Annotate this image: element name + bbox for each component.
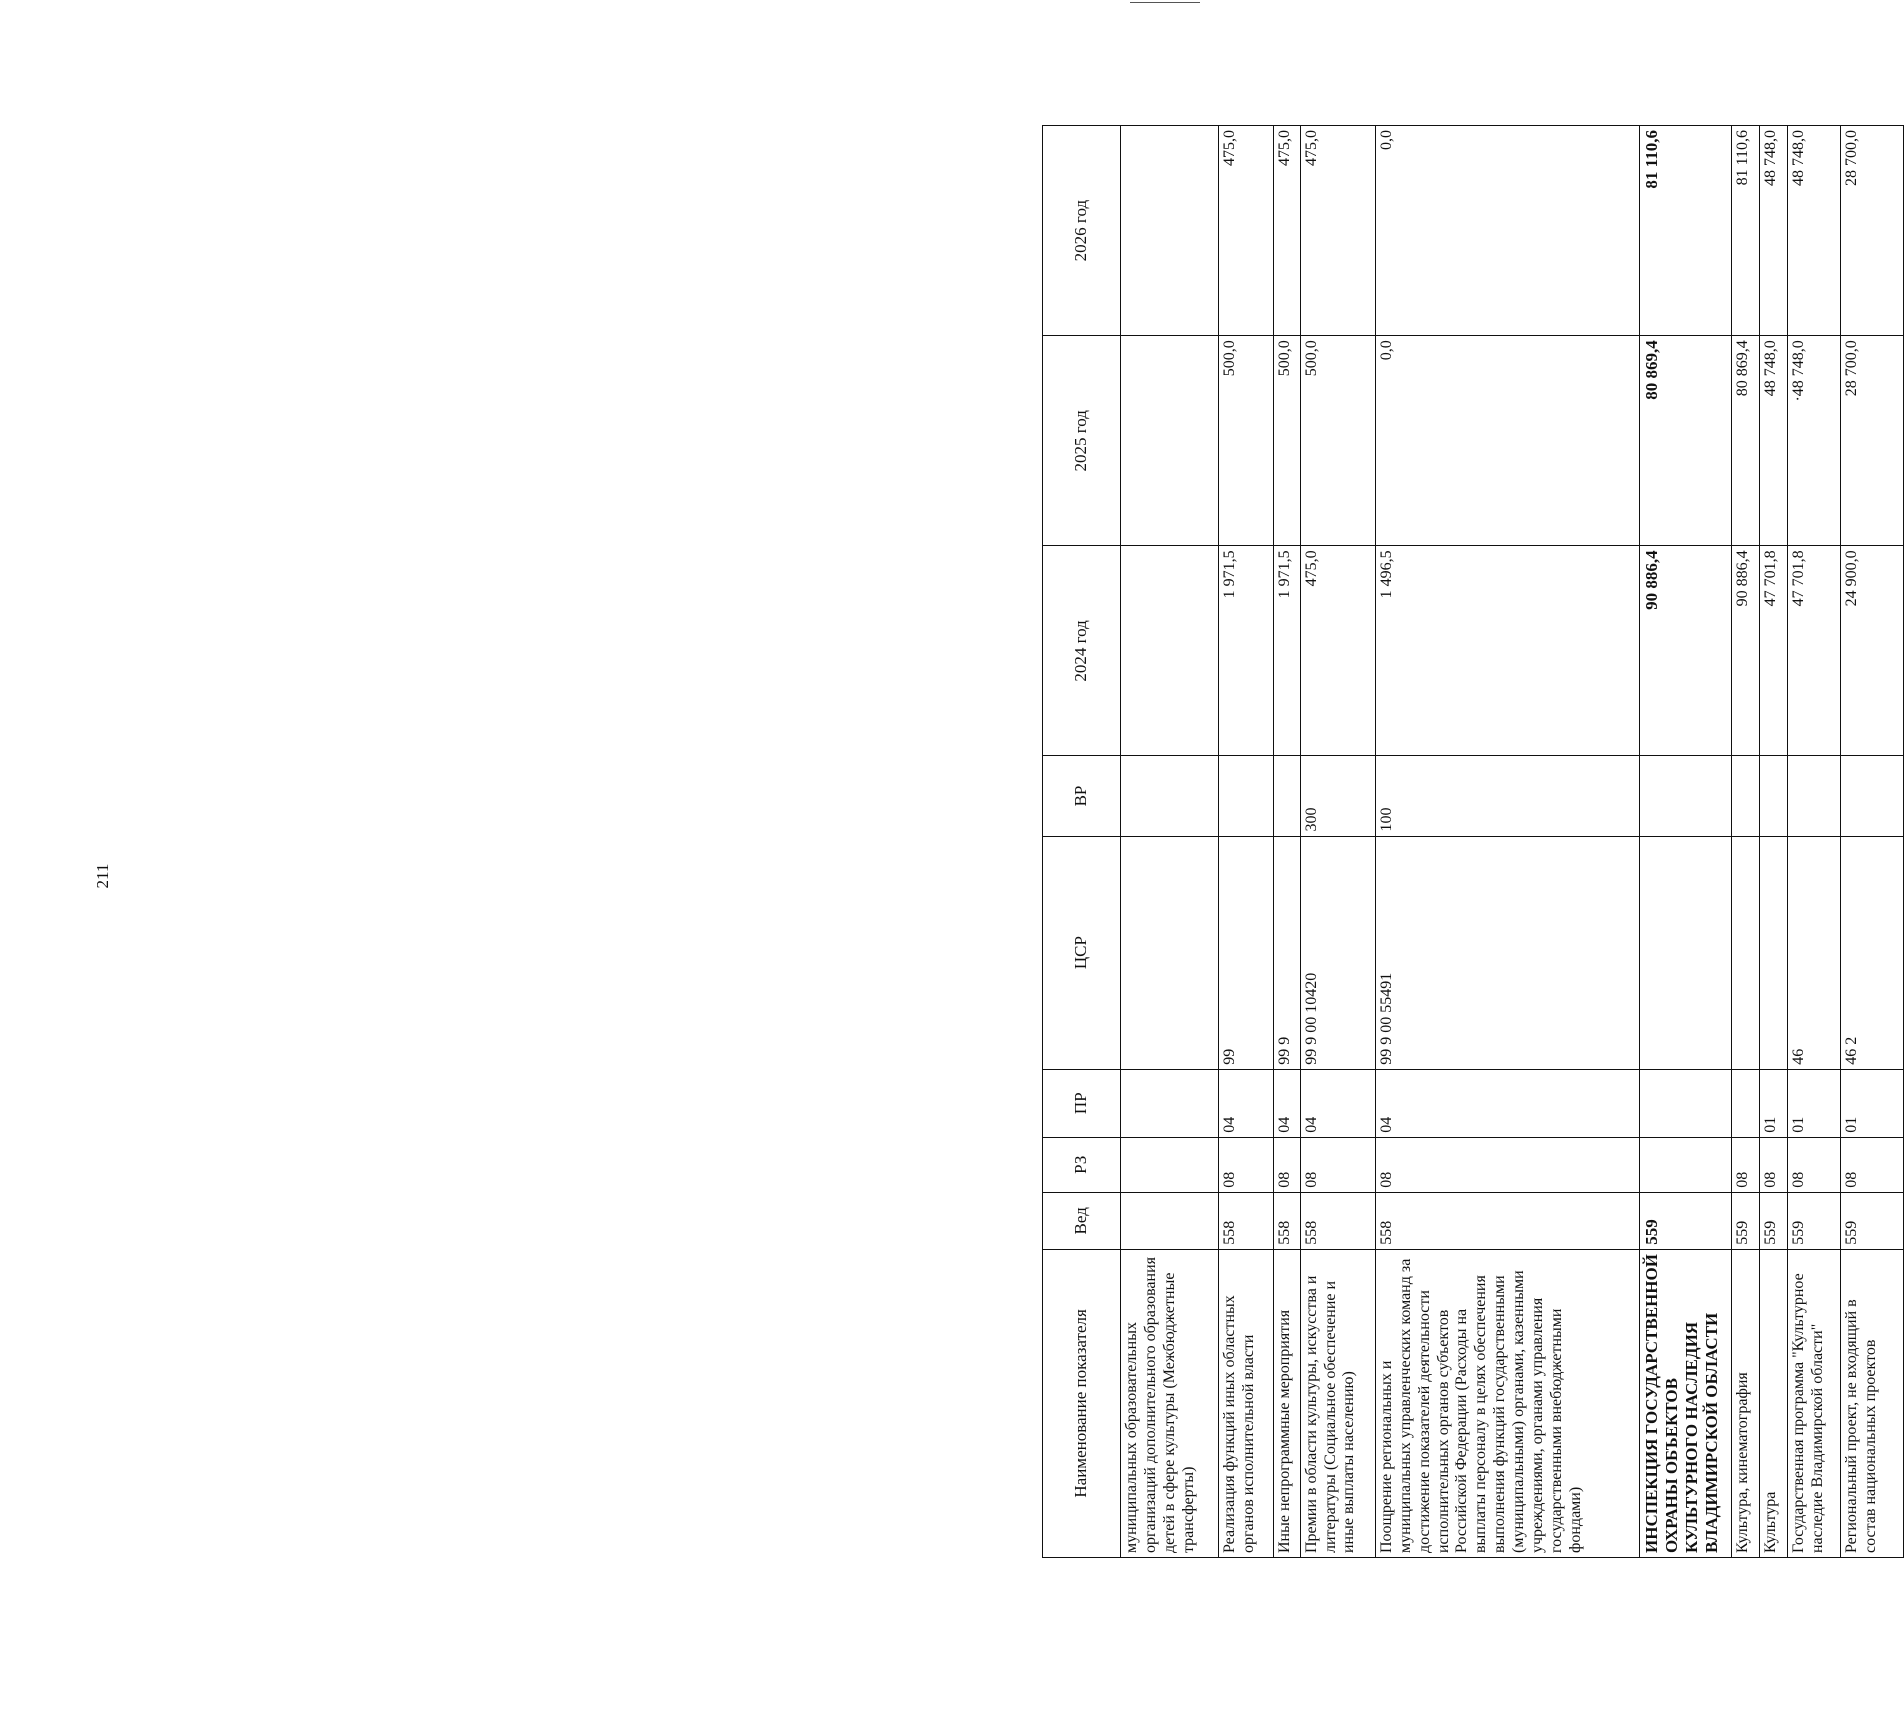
cell-vr	[1273, 756, 1300, 836]
cell-pr: 01	[1760, 1069, 1788, 1137]
cell-csr	[1121, 836, 1219, 1069]
cell-rz: 08	[1300, 1137, 1375, 1192]
cell-2025: 500,0	[1300, 336, 1375, 546]
cell-ved: 558	[1273, 1192, 1300, 1249]
cell-2025: 500,0	[1219, 336, 1273, 546]
cell-rz: 08	[1788, 1137, 1840, 1192]
cell-ved: 559	[1639, 1192, 1731, 1249]
budget-table	[1042, 125, 1904, 1558]
cell-name: Иные непрограммные мероприятия	[1273, 1249, 1300, 1557]
cell-vr	[1788, 756, 1840, 836]
cell-ved: 558	[1219, 1192, 1273, 1249]
cell-csr: 99 9	[1273, 836, 1300, 1069]
cell-name: муниципальных образовательных организаций дополнительного образования детей в сфере культуры (Межбюджетные трансферты)	[1121, 1249, 1219, 1557]
header-2025: 2025 год	[1043, 336, 1121, 546]
cell-pr: 01	[1788, 1069, 1840, 1137]
table-row	[1760, 126, 1788, 1558]
cell-2024: 1 496,5	[1375, 546, 1639, 756]
cell-2026: 475,0	[1300, 126, 1375, 336]
table-row	[1273, 126, 1300, 1558]
cell-csr: 99 9 00 55491	[1375, 836, 1639, 1069]
table-row	[1732, 126, 1760, 1558]
cell-pr: 04	[1375, 1069, 1639, 1137]
cell-vr	[1219, 756, 1273, 836]
table-body	[1121, 126, 1904, 1558]
cell-vr	[1732, 756, 1760, 836]
cell-pr: 01	[1840, 1069, 1903, 1137]
cell-ved: 559	[1732, 1192, 1760, 1249]
table-row	[1219, 126, 1273, 1558]
cell-ved: 558	[1375, 1192, 1639, 1249]
cell-2026	[1121, 126, 1219, 336]
cell-name: Культура, кинематография	[1732, 1249, 1760, 1557]
cell-ved: 559	[1840, 1192, 1903, 1249]
cell-2025: ·48 748,0	[1788, 336, 1840, 546]
cell-2025: 48 748,0	[1760, 336, 1788, 546]
cell-2025: 0,0	[1375, 336, 1639, 546]
cell-rz: 08	[1840, 1137, 1903, 1192]
cell-vr	[1639, 756, 1731, 836]
header-rz: РЗ	[1043, 1137, 1121, 1192]
cell-csr: 99	[1219, 836, 1273, 1069]
cell-ved: 559	[1760, 1192, 1788, 1249]
cell-ved	[1121, 1192, 1219, 1249]
cell-2024: 1 971,5	[1219, 546, 1273, 756]
cell-pr: 04	[1219, 1069, 1273, 1137]
cell-ved: 559	[1788, 1192, 1840, 1249]
header-pr: ПР	[1043, 1069, 1121, 1137]
table-row	[1788, 126, 1840, 1558]
cell-2025: 80 869,4	[1639, 336, 1731, 546]
cell-2024: 24 900,0	[1840, 546, 1903, 756]
cell-rz: 08	[1273, 1137, 1300, 1192]
cell-2024: 90 886,4	[1732, 546, 1760, 756]
cell-2025: 28 700,0	[1840, 336, 1903, 546]
cell-vr	[1840, 756, 1903, 836]
cell-name: Региональный проект, не входящий в состав национальных проектов	[1840, 1249, 1903, 1557]
cell-pr	[1732, 1069, 1760, 1137]
table-row	[1300, 126, 1375, 1558]
cell-csr: 46	[1788, 836, 1840, 1069]
cell-csr	[1760, 836, 1788, 1069]
cell-name: ИНСПЕКЦИЯ ГОСУДАРСТВЕННОЙ ОХРАНЫ ОБЪЕКТОВ КУЛЬТУРНОГО НАСЛЕДИЯ ВЛАДИМИРСКОЙ ОБЛАСТИ	[1639, 1249, 1731, 1557]
cell-rz: 08	[1375, 1137, 1639, 1192]
cell-2024: 47 701,8	[1788, 546, 1840, 756]
cell-rz: 08	[1760, 1137, 1788, 1192]
cell-2024: 475,0	[1300, 546, 1375, 756]
page-number: 211	[93, 863, 112, 889]
cell-vr: 100	[1375, 756, 1639, 836]
cell-rz: 08	[1732, 1137, 1760, 1192]
table-row	[1639, 126, 1731, 1558]
cell-2024	[1121, 546, 1219, 756]
cell-2025	[1121, 336, 1219, 546]
cell-rz: 08	[1219, 1137, 1273, 1192]
cell-pr: 04	[1300, 1069, 1375, 1137]
header-csr: ЦСР	[1043, 836, 1121, 1069]
header-ved: Вед	[1043, 1192, 1121, 1249]
cell-2025: 80 869,4	[1732, 336, 1760, 546]
cell-rz	[1639, 1137, 1731, 1192]
cell-csr: 99 9 00 10420	[1300, 836, 1375, 1069]
cell-csr: 46 2	[1840, 836, 1903, 1069]
cell-pr	[1639, 1069, 1731, 1137]
header-2024: 2024 год	[1043, 546, 1121, 756]
cell-ved: 558	[1300, 1192, 1375, 1249]
cell-2026: 81 110,6	[1732, 126, 1760, 336]
cell-2025: 500,0	[1273, 336, 1300, 546]
cell-pr	[1121, 1069, 1219, 1137]
cell-csr	[1732, 836, 1760, 1069]
cell-2026: 475,0	[1273, 126, 1300, 336]
cell-name: Поощрение региональных и муниципальных управленческих команд за достижение показателей деятельности исполнительных органов субъектов Российской Федерации (Расходы на выплаты персоналу в целях обеспечения выполнения функций государственными (муниципальными) органами, казенными учреждениями, органами управления государственными внебюджетными фондами)	[1375, 1249, 1639, 1557]
cell-name: Премии в области культуры, искусства и литературы (Социальное обеспечение и иные выплаты населению)	[1300, 1249, 1375, 1557]
cell-pr: 04	[1273, 1069, 1300, 1137]
header-2026: 2026 год	[1043, 126, 1121, 336]
cell-csr	[1639, 836, 1731, 1069]
cell-2026: 48 748,0	[1788, 126, 1840, 336]
table-row	[1121, 126, 1219, 1558]
cell-vr: 300	[1300, 756, 1375, 836]
table-header-row	[1043, 126, 1121, 1558]
table-row	[1375, 126, 1639, 1558]
cell-2026: 48 748,0	[1760, 126, 1788, 336]
rotated-table-container	[1042, 125, 1904, 1558]
cell-vr	[1760, 756, 1788, 836]
cell-2024: 90 886,4	[1639, 546, 1731, 756]
cell-2026: 475,0	[1219, 126, 1273, 336]
cell-2026: 81 110,6	[1639, 126, 1731, 336]
table-row	[1840, 126, 1903, 1558]
cell-rz	[1121, 1137, 1219, 1192]
cell-name: Реализация функций иных областных органов исполнительной власти	[1219, 1249, 1273, 1557]
cell-vr	[1121, 756, 1219, 836]
header-vr: ВР	[1043, 756, 1121, 836]
cell-2026: 28 700,0	[1840, 126, 1903, 336]
top-edge-rule	[1130, 2, 1200, 3]
cell-2024: 1 971,5	[1273, 546, 1300, 756]
header-name: Наименование показателя	[1043, 1249, 1121, 1557]
cell-2024: 47 701,8	[1760, 546, 1788, 756]
cell-name: Государственная программа "Культурное наследие Владимирской области"	[1788, 1249, 1840, 1557]
cell-name: Культура	[1760, 1249, 1788, 1557]
cell-2026: 0,0	[1375, 126, 1639, 336]
